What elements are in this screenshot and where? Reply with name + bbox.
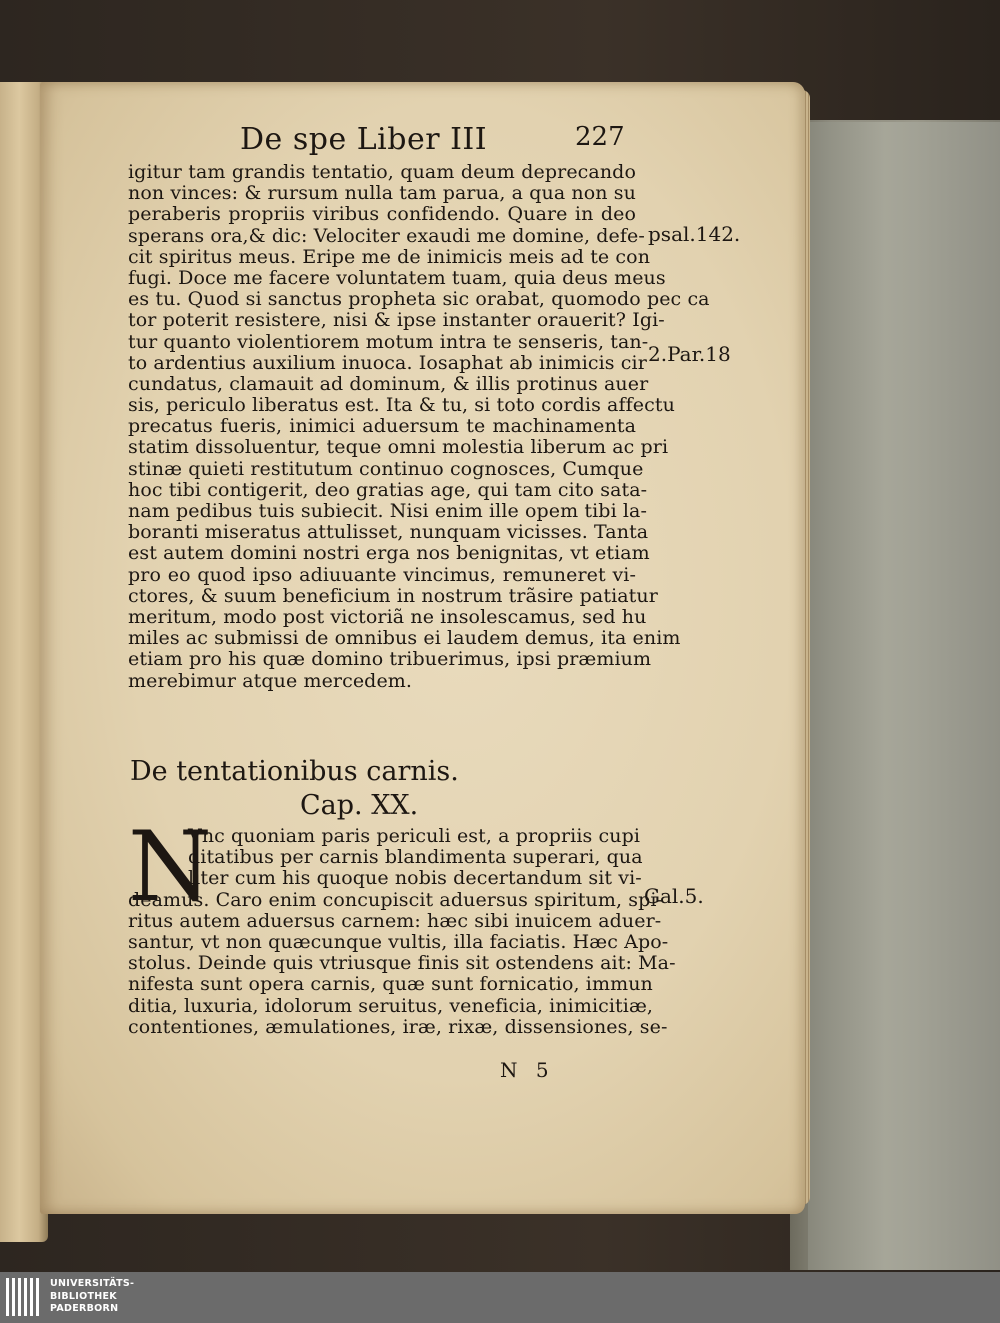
text-line: etiam pro his quæ domino tribuerimus, ipsi præmium <box>128 648 652 671</box>
text-line: hoc tibi contigerit, deo gratias age, qui tam cito sata- <box>128 478 648 501</box>
text-line: deamus. Caro enim concupiscit aduersus spiritum, spi- <box>128 888 664 911</box>
library-logo-text <box>50 1278 134 1316</box>
text-line: tor poterit resistere, nisi & ipse instanter orauerit? Igi- <box>128 309 665 332</box>
text-line: igitur tam grandis tentatio, quam deum deprecando <box>128 161 636 183</box>
text-line: precatus fueris, inimici aduersum te machinamenta <box>128 415 636 438</box>
text-line: miles ac submissi de omnibus ei laudem demus, ita enim <box>128 627 681 650</box>
back-page-edge <box>808 122 1000 1270</box>
text-line: meritum, modo post victoriã ne insolescamus, sed hu <box>128 605 647 628</box>
text-line: contentiones, æmulationes, iræ, rixæ, dissensiones, se- <box>128 1015 668 1038</box>
text-line: stolus. Deinde quis vtriusque finis sit ostendens ait: Ma- <box>128 952 676 975</box>
text-line: ritus autem aduersus carnem: hæc sibi inuicem aduer- <box>128 909 662 932</box>
text-line: ctores, & suum beneficium in nostrum trãsire patiatur <box>128 584 658 607</box>
text-line: to ardentius auxilium inuoca. Iosaphat ab inimicis cir <box>128 351 647 374</box>
chapter-number: Cap. XX. <box>300 790 419 821</box>
logo-line: UNIVERSITÄTS- <box>50 1278 135 1289</box>
logo-line: PADERBORN <box>50 1303 119 1314</box>
text-line: peraberis propriis viribus confidendo. Quare in deo <box>128 203 636 226</box>
text-line: nam pedibus tuis subiecit. Nisi enim ille opem tibi la- <box>128 500 648 522</box>
text-line: est autem domini nostri erga nos benignitas, vt etiam <box>128 542 650 565</box>
margin-note-paralipomenon: 2.Par.18 <box>648 342 731 366</box>
text-line: cit spiritus meus. Eripe me de inimicis meis ad te con <box>128 245 651 268</box>
library-footer-banner <box>0 1272 1000 1323</box>
text-line: boranti miseratus attulisset, nunquam vicisses. Tanta <box>128 521 649 544</box>
text-line: stinæ quieti restitutum continuo cognosces, Cumque <box>128 457 644 480</box>
margin-note-galatians: Gal.5. <box>644 884 704 908</box>
library-logo-icon <box>6 1278 42 1316</box>
text-line: nifesta sunt opera carnis, quæ sunt fornicatio, immun <box>128 973 653 996</box>
text-line: cundatus, clamauit ad dominum, & illis protinus auer <box>128 372 649 395</box>
text-line: santur, vt non quæcunque vultis, illa faciatis. Hæc Apo- <box>128 930 669 953</box>
drop-initial: N <box>128 811 212 923</box>
signature-mark: N 5 <box>500 1058 555 1082</box>
text-line: fugi. Doce me facere voluntatem tuam, quia deus meus <box>128 266 666 289</box>
text-line: ditia, luxuria, idolorum seruitus, veneficia, inimicitiæ, <box>128 994 654 1017</box>
chapter-heading: De tentationibus carnis. <box>130 756 459 787</box>
logo-line: BIBLIOTHEK <box>50 1290 117 1302</box>
text-line: pro eo quod ipso adiuuante vincimus, remuneret vi- <box>128 563 636 586</box>
text-line: sperans ora,& dic: Velociter exaudi me domine, defe- <box>128 224 645 247</box>
text-line: non vinces: & rursum nulla tam parua, a qua non su <box>128 182 636 205</box>
text-line: statim dissoluentur, teque omni molestia liberum ac pri <box>128 436 669 459</box>
running-head: De spe Liber III <box>240 122 488 157</box>
text-line: sis, periculo liberatus est. Ita & tu, si toto cordis affectu <box>128 394 675 417</box>
text-line: ditatibus per carnis blandimenta superari, qua <box>188 846 643 869</box>
text-line: liter cum his quoque nobis decertandum sit vi- <box>188 867 642 890</box>
text-line: merebimur atque mercedem. <box>128 669 413 692</box>
text-line: Vnc quoniam paris periculi est, a propriis cupi <box>188 825 641 847</box>
page-number: 227 <box>575 122 625 152</box>
margin-note-psalm: psal.142. <box>648 222 741 246</box>
text-line: tur quanto violentiorem motum intra te senseris, tan- <box>128 330 649 353</box>
text-line: es tu. Quod si sanctus propheta sic orabat, quomodo pec ca <box>128 288 710 311</box>
